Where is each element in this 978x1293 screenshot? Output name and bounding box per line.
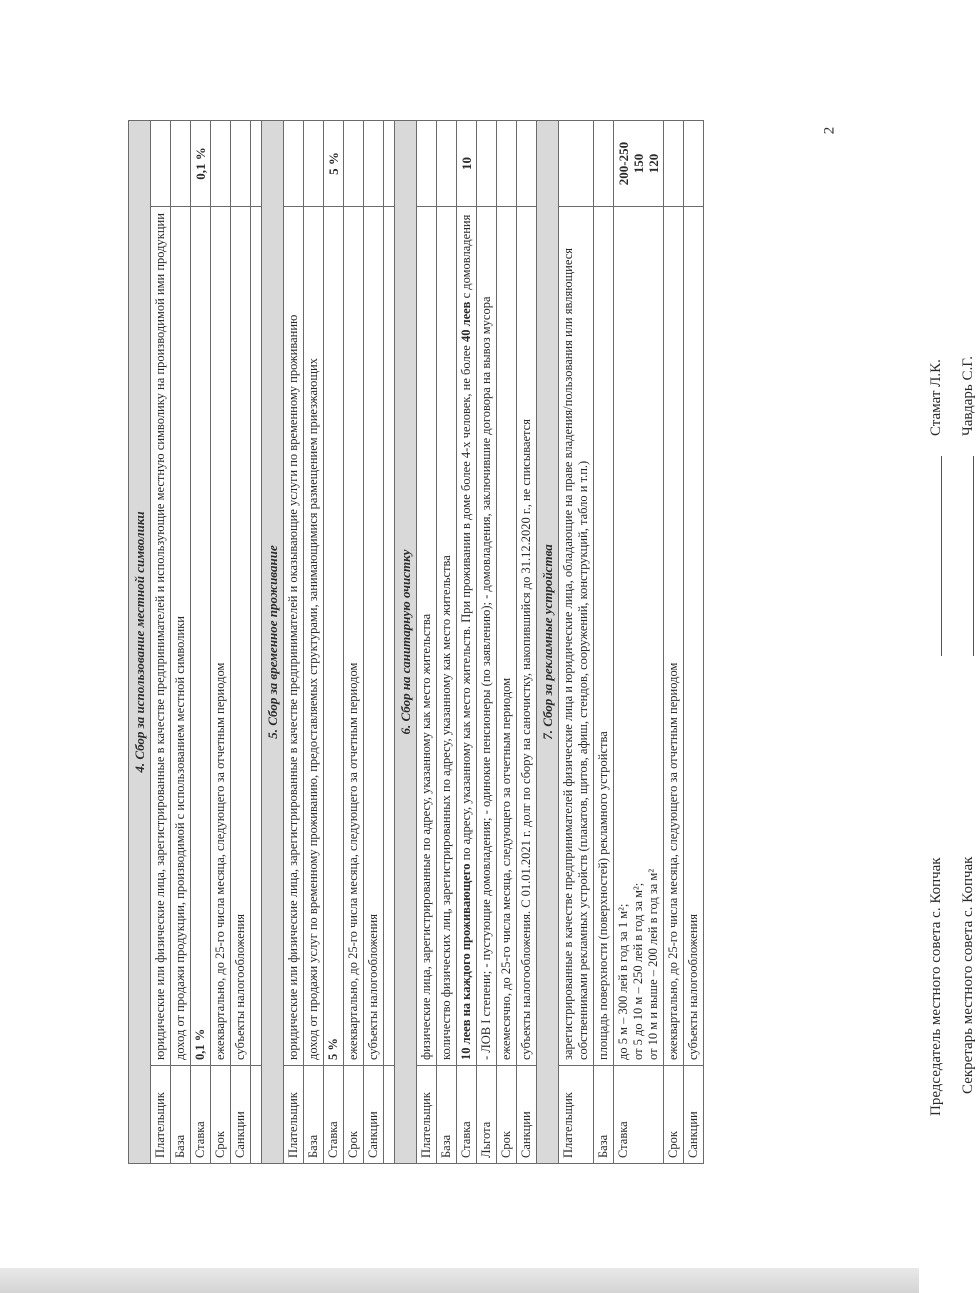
table-row [364, 121, 384, 1164]
row-label: Ставка [324, 1066, 344, 1164]
row-label: База [171, 1066, 191, 1164]
table-row [211, 121, 231, 1164]
row-value [417, 121, 437, 207]
section-header: 7. Сбор за рекламные устройства [537, 121, 559, 1164]
spacer-row [251, 121, 262, 1164]
row-text: площадь поверхности (поверхностей) рекламного устройства [594, 207, 614, 1066]
row-label: База [594, 1066, 614, 1164]
table-row [417, 121, 437, 1164]
page-number: 2 [821, 126, 838, 135]
row-label: Санкции [517, 1066, 537, 1164]
signature-line [940, 456, 942, 656]
spacer-row [384, 121, 395, 1164]
row-label: Ставка [457, 1066, 477, 1164]
section-header: 4. Сбор за использование местной символики [129, 121, 151, 1164]
scan-edge [0, 1268, 919, 1293]
row-value [664, 121, 684, 207]
row-text: юридические или физические лица, зарегистрированные в качестве предпринимателей и оказывающие услуги по временному проживанию [284, 207, 304, 1066]
signature-secretary [946, 120, 978, 1164]
row-value: 5 % [324, 121, 344, 207]
row-text: 5 % [324, 207, 344, 1066]
table-row [664, 121, 684, 1164]
table-row [231, 121, 251, 1164]
rotated-document [128, 120, 976, 1164]
row-value [284, 121, 304, 207]
table-row [304, 121, 324, 1164]
row-label: Плательщик [417, 1066, 437, 1164]
row-text: доход от продажи продукции, производимой с использованием местной символики [171, 207, 191, 1066]
table-row [151, 121, 171, 1164]
row-label: Срок [211, 1066, 231, 1164]
row-label: Ставка [191, 1066, 211, 1164]
table-row [497, 121, 517, 1164]
row-text: субъекты налогообложения [364, 207, 384, 1066]
row-text: - ЛОВ I степени; - пустующие домовладения; - одинокие пенсионеры (по заявлению); - домовладения, заключившие договора на вывоз мусора [477, 207, 497, 1066]
row-label: Плательщик [559, 1066, 594, 1164]
row-label: Срок [497, 1066, 517, 1164]
row-value [304, 121, 324, 207]
row-label: Плательщик [151, 1066, 171, 1164]
section-header: 6. Сбор на санитарную очистку [395, 121, 417, 1164]
row-text: физические лица, зарегистрированные по адресу, указанному как место жительства [417, 207, 437, 1066]
row-value: 0,1 % [191, 121, 211, 207]
row-label: База [437, 1066, 457, 1164]
row-value [684, 121, 704, 207]
row-text: доход от продажи услуг по временному проживанию, предоставляемых структурами, занимающимися размещением приезжающих [304, 207, 324, 1066]
row-label: Санкции [231, 1066, 251, 1164]
row-value [477, 121, 497, 207]
row-text: до 5 м – 300 лей в год за 1 м²; от 5 до 10 м – 250 лей в год за м²; от 10 м и выше – 200 лей в год за м² [614, 207, 664, 1066]
table-row [517, 121, 537, 1164]
table-row [684, 121, 704, 1164]
row-text: 0,1 % [191, 207, 211, 1066]
table-row [171, 121, 191, 1164]
row-label: Санкции [364, 1066, 384, 1164]
table-row [559, 121, 594, 1164]
row-text: ежемесячно, до 25-го числа месяца, следующего за отчетным периодом [497, 207, 517, 1066]
signature-name: Чавдарь С.Г. [960, 356, 976, 436]
row-label: Плательщик [284, 1066, 304, 1164]
row-label: Ставка [614, 1066, 664, 1164]
table-row [284, 121, 304, 1164]
row-label: Льгота [477, 1066, 497, 1164]
tax-table [128, 120, 704, 1164]
row-text: юридические или физические лица, зарегистрированные в качестве предпринимателей и использующие местную символику на производимой ими продукции [151, 207, 171, 1066]
signature-line [972, 456, 974, 656]
row-text: зарегистрированные в качестве предпринимателей физические лица и юридические лица, обладающие на праве владения/пользования или являющиеся собственниками рекламных устройств (плакатов, щитов, афиш, стендов, сооружений, конструкций, табло и т.п.) [559, 207, 594, 1066]
signature-name: Стамат Л.К. [928, 359, 944, 436]
table-row [457, 121, 477, 1164]
row-value: 200-250 150 120 [614, 121, 664, 207]
row-text: субъекты налогообложения. С 01.01.2021 г. долг по сбору на саночистку, накопившийся до 31.12.2020 г., не списывается [517, 207, 537, 1066]
signature-role: Председатель местного совета с. Копчак [928, 857, 944, 1116]
row-text: ежеквартально, до 25-го числа месяца, следующего за отчетным периодом [211, 207, 231, 1066]
row-text: ежеквартально, до 25-го числа месяца, следующего за отчетным периодом [344, 207, 364, 1066]
row-label: Срок [664, 1066, 684, 1164]
row-value [171, 121, 191, 207]
table-row [324, 121, 344, 1164]
row-text: 10 леев на каждого проживающего по адресу, указанному как место жительств. При проживании в доме более 4-х человек, не более 40 леев с домовладения [457, 207, 477, 1066]
row-label: База [304, 1066, 324, 1164]
table-row [614, 121, 664, 1164]
signature-role: Секретарь местного совета с. Копчак [960, 856, 976, 1094]
row-value [517, 121, 537, 207]
row-value [594, 121, 614, 207]
table-row [437, 121, 457, 1164]
table-row [344, 121, 364, 1164]
row-value [151, 121, 171, 207]
section-header: 5. Сбор за временное проживание [262, 121, 284, 1164]
row-label: Срок [344, 1066, 364, 1164]
table-row [191, 121, 211, 1164]
row-text: субъекты налогообложения [684, 207, 704, 1066]
row-value [559, 121, 594, 207]
row-value: 10 [457, 121, 477, 207]
signature-chairman [914, 120, 946, 1164]
row-value [497, 121, 517, 207]
row-value [231, 121, 251, 207]
signatures [914, 120, 978, 1164]
row-value [364, 121, 384, 207]
row-text: субъекты налогообложения [231, 207, 251, 1066]
row-value [437, 121, 457, 207]
row-value [344, 121, 364, 207]
table-row [594, 121, 614, 1164]
row-text: количество физических лиц, зарегистрированных по адресу, указанному как место жительства [437, 207, 457, 1066]
table-row [477, 121, 497, 1164]
row-label: Санкции [684, 1066, 704, 1164]
row-value [211, 121, 231, 207]
row-text: ежеквартально, до 25-го числа месяца, следующего за отчетным периодом [664, 207, 684, 1066]
